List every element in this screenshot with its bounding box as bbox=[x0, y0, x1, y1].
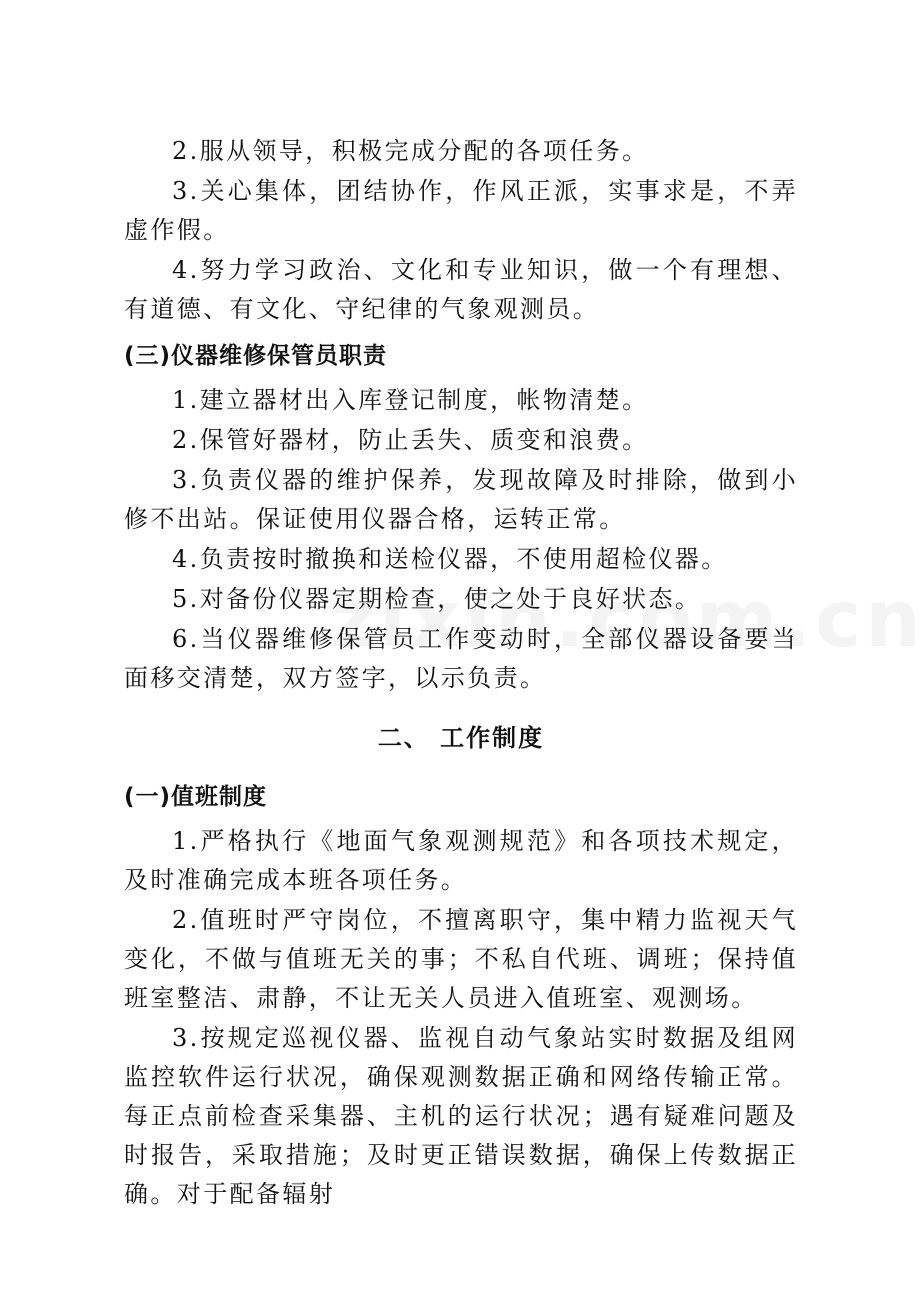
section-heading: (三)仪器维修保管员职责 bbox=[124, 343, 388, 369]
paragraph: 1.建立器材出入库登记制度，帐物清楚。 bbox=[172, 386, 649, 414]
section-heading: (一)值班制度 bbox=[124, 784, 268, 810]
paragraph: 1.严格执行《地面气象观测规范》和各项技术规定，及时准确完成本班各项任务。 bbox=[124, 827, 798, 894]
paragraph: 2.保管好器材，防止丢失、质变和浪费。 bbox=[172, 426, 649, 454]
paragraph: 4.负责按时撤换和送检仪器，不使用超检仪器。 bbox=[172, 545, 728, 573]
paragraph: 3.按规定巡视仪器、监视自动气象站实时数据及组网监控软件运行状况，确保观测数据正确和网络传输正常。每正点前检查采集器、主机的运行状况；遇有疑难问题及时报告，采取措施；及时更正错误数据，确保上传数据正确。对于配备辐射 bbox=[124, 1024, 798, 1208]
chapter-heading: 二、 工作制度 bbox=[377, 724, 545, 752]
paragraph: 2.值班时严守岗位，不擅离职守，集中精力监视天气变化，不做与值班无关的事；不私自代班、调班；保持值班室整洁、肃静，不让无关人员进入值班室、观测场。 bbox=[124, 906, 798, 1012]
paragraph: 3.负责仪器的维护保养，发现故障及时排除，做到小修不出站。保证使用仪器合格，运转正常。 bbox=[124, 466, 798, 533]
paragraph: 6.当仪器维修保管员工作变动时，全部仪器设备要当面移交清楚，双方签字，以示负责。 bbox=[124, 625, 798, 692]
paragraph: 3.关心集体，团结协作，作风正派，实事求是，不弄虚作假。 bbox=[124, 177, 798, 244]
paragraph: 4.努力学习政治、文化和专业知识，做一个有理想、有道德、有文化、守纪律的气象观测员。 bbox=[124, 256, 798, 323]
paragraph: 5.对备份仪器定期检查，使之处于良好状态。 bbox=[172, 585, 702, 613]
paragraph: 2.服从领导，积极完成分配的各项任务。 bbox=[172, 137, 649, 165]
